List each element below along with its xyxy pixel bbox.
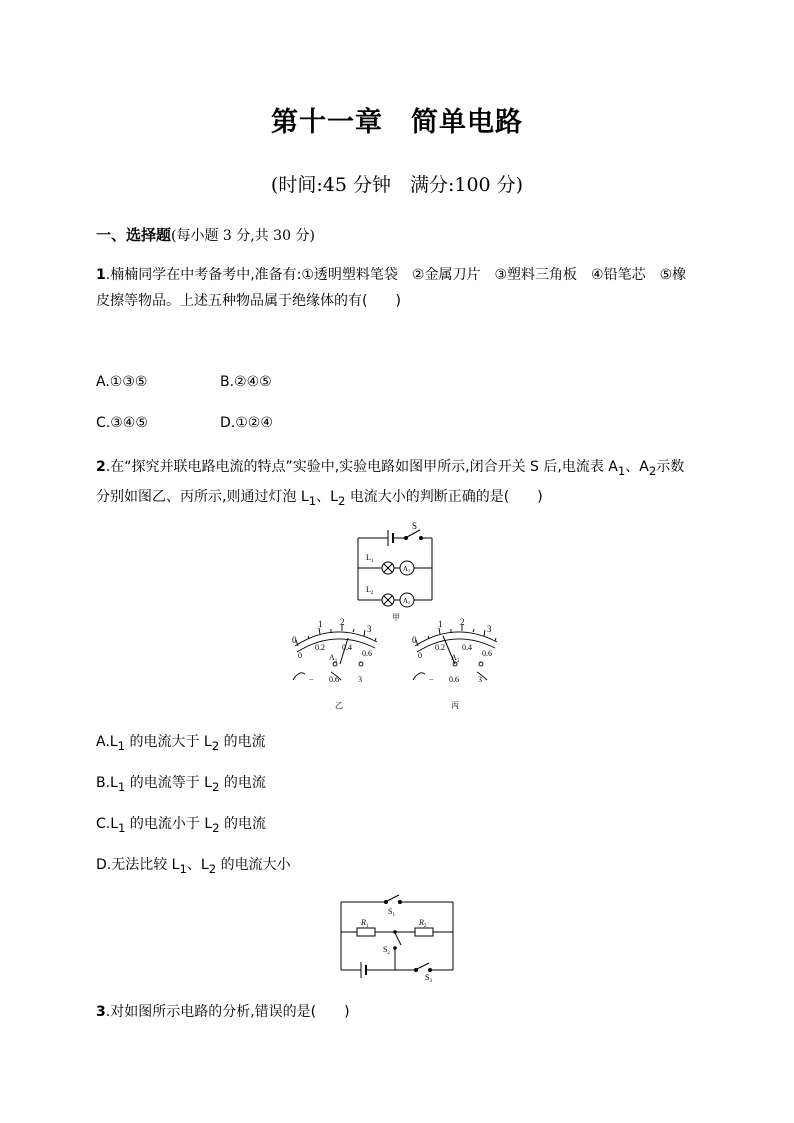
question-1-text: .楠楠同学在中考备考中,准备有:①透明塑料笔袋 ②金属刀片 ③塑料三角板 ④铅笔芯 ⑤橡皮擦等物品。上述五种物品属于绝缘体的有( ) xyxy=(96,267,687,309)
q2-option-d[interactable]: D.无法比较 $L_1$、$L_2$ 的电流大小 xyxy=(96,857,291,876)
dial-bing-top-0: 0 xyxy=(412,635,417,645)
dial-bing-top-3: 3 xyxy=(487,624,492,634)
dial-yi-top-1: 1 xyxy=(318,619,323,629)
sub-1b: 1 xyxy=(308,493,317,508)
section-header xyxy=(96,224,315,245)
dial-bing-top-1: 1 xyxy=(438,619,443,629)
q1-option-d[interactable]: D.①②④ xyxy=(220,415,273,431)
dial-yi-top-0: 0 xyxy=(292,635,297,645)
caption-jia: 甲 xyxy=(392,613,400,622)
q2-option-b[interactable]: $B.L_1$ 的电流等于 $L_2$ 的电流 xyxy=(96,775,266,794)
s3-label: $S_3$ xyxy=(425,973,432,984)
parallel-circuit-diagram xyxy=(350,518,440,623)
s1-label: $S_1$ xyxy=(388,907,395,918)
question-2-number: 2 xyxy=(96,459,106,475)
dial-yi-top-3: 3 xyxy=(367,624,372,634)
sub-2b: 2 xyxy=(337,493,346,508)
dial-bing-label: $A_2$ xyxy=(451,653,460,664)
series-parallel-circuit-diagram xyxy=(335,890,460,984)
dial-yi-bot-2: 0.4 xyxy=(342,643,352,652)
q1-option-c[interactable]: C.③④⑤ xyxy=(96,415,148,431)
sep: 、 xyxy=(625,459,640,475)
question-3-text: .对如图所示电路的分析,错误的是( ) xyxy=(105,1004,350,1020)
s2-label: $S_2$ xyxy=(383,945,390,956)
question-3 xyxy=(96,999,696,1025)
title-topic: 简单电路 xyxy=(411,107,523,138)
lamp-1-label: $L_1$ xyxy=(366,553,374,564)
sub-2: 2 xyxy=(648,463,657,478)
dial-bing-bot-1: 0.2 xyxy=(435,643,445,652)
section-note: (每小题 3 分,共 30 分) xyxy=(171,228,315,244)
dial-yi-bot-3: 0.6 xyxy=(362,649,372,658)
dial-yi-terminal-3: 3 xyxy=(358,675,362,684)
switch-s-label: S xyxy=(412,521,418,531)
question-2: 2.在“探究并联电路电流的特点”实验中,实验电路如图甲所示,闭合开关 S 后,电流表 $A_1$、$A_2$示数分别如图乙、丙所示,则通过灯泡 $L_1$、$L_2$ 电流大小的判断正确的是( ) xyxy=(96,459,685,508)
question-2-text-3: 电流大小的判断正确的是( ) xyxy=(349,488,543,505)
r1-label: $R_1$ xyxy=(361,918,369,929)
dial-bing-terminal-06: 0.6 xyxy=(449,675,459,684)
q2-option-c[interactable]: $C.L_1$ 的电流小于 $L_2$ 的电流 xyxy=(96,816,267,835)
dial-yi-terminal-neg: − xyxy=(309,675,314,684)
dial-yi-top-2: 2 xyxy=(340,617,345,627)
caption-yi: 乙 xyxy=(335,701,343,710)
dial-bing-terminal-neg: − xyxy=(429,675,434,684)
question-2-text-1: .在“探究并联电路电流的特点”实验中,实验电路如图甲所示,闭合开关 S 后,电流表 A xyxy=(105,459,618,475)
ammeter-2-label: A2 xyxy=(403,597,411,605)
ammeter-1-label: A1 xyxy=(403,565,411,573)
question-1 xyxy=(96,262,696,314)
sep-b: 、 xyxy=(316,488,331,505)
dial-bing-top-2: 2 xyxy=(460,617,465,627)
dial-yi-bot-0: 0 xyxy=(298,651,302,660)
q1-option-b[interactable]: B.②④⑤ xyxy=(220,374,272,390)
page-subtitle: (时间:45 分钟 满分:100 分) xyxy=(270,174,524,196)
page-title xyxy=(0,100,794,139)
question-2-text-2: 示数分别如图乙、丙所示,则通过灯泡 L xyxy=(96,459,685,505)
dial-yi-bot-1: 0.2 xyxy=(315,643,325,652)
ammeter-dial-bing xyxy=(405,618,505,710)
q2-option-a[interactable]: $A.L_1$ 的电流大于 $L_2$ 的电流 xyxy=(96,734,266,753)
dial-bing-bot-0: 0 xyxy=(418,651,422,660)
dial-yi-terminal-06: 0.6 xyxy=(329,675,339,684)
caption-bing: 丙 xyxy=(451,701,459,710)
dial-bing-bot-2: 0.4 xyxy=(462,643,472,652)
dial-bing-bot-3: 0.6 xyxy=(482,649,492,658)
sub-1: 1 xyxy=(617,463,626,478)
title-chapter: 第十一章 xyxy=(271,107,383,138)
r2-label: $R_2$ xyxy=(419,918,427,929)
lamp-2-label: $L_2$ xyxy=(366,585,374,596)
question-3-number: 3 xyxy=(96,1004,106,1020)
question-1-number: 1 xyxy=(96,267,106,283)
section-label: 一、选择题 xyxy=(96,226,172,244)
q1-option-a[interactable]: A.①③⑤ xyxy=(96,374,148,390)
dial-yi-label: $A_1$ xyxy=(329,653,338,664)
ammeter-dial-yi xyxy=(285,618,385,710)
dial-bing-terminal-3: 3 xyxy=(478,675,482,684)
